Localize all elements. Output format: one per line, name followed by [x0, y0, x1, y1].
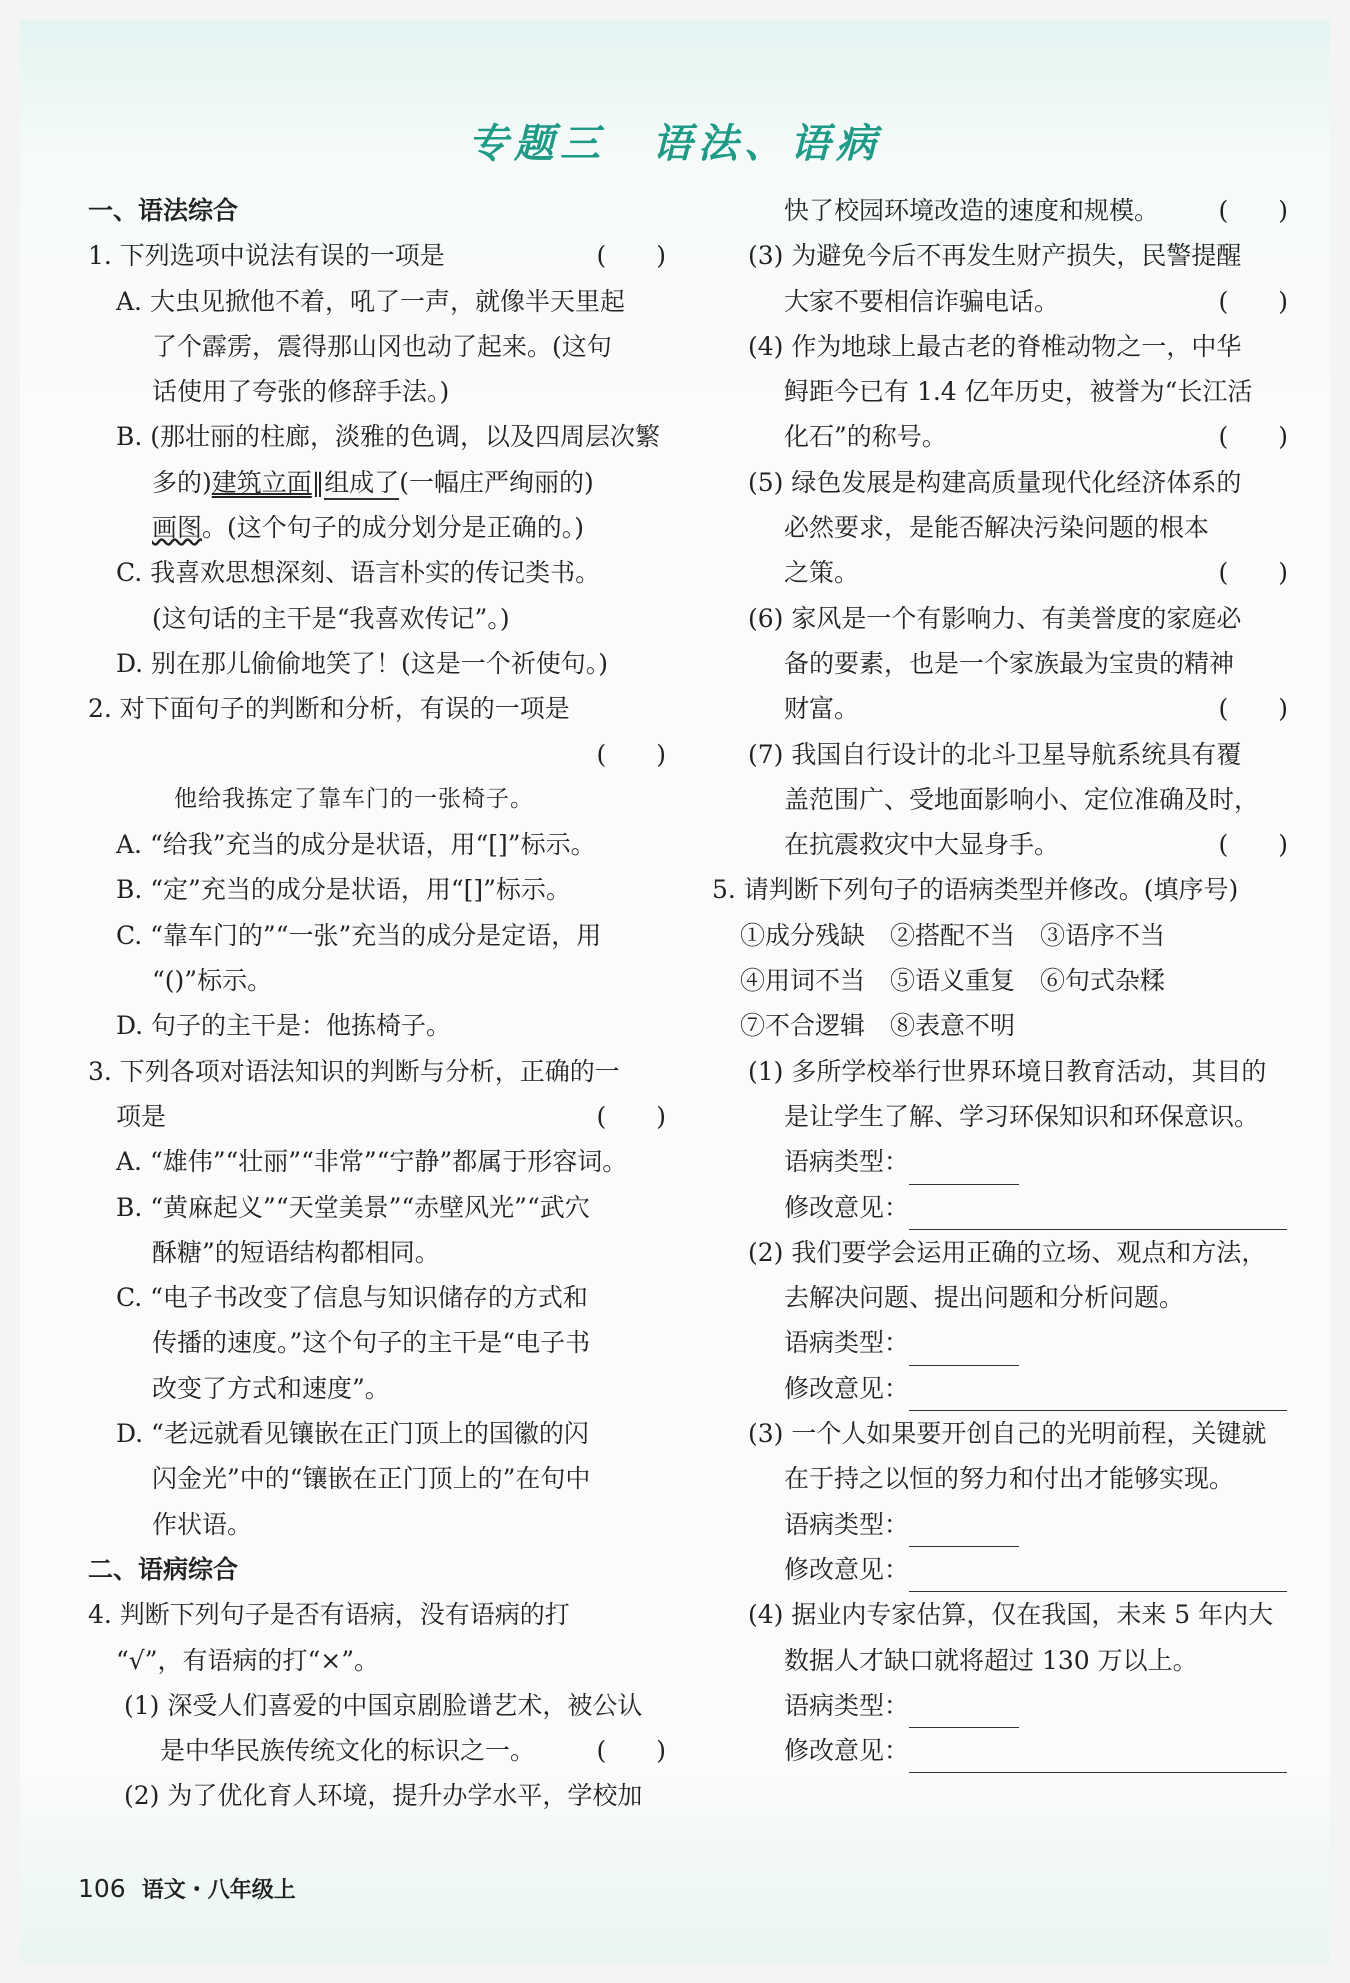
- q2-option-b: B. “定”充当的成分是状语，用“[]”标示。: [116, 875, 571, 905]
- question-4-stem: 4. 判断下列句子是否有语病，没有语病的打: [88, 1600, 570, 1630]
- q1-option-d: D. 别在那儿偷偷地笑了！(这是一个祈使句。): [116, 648, 609, 678]
- right-column: [712, 188, 1288, 1773]
- q5-sentence-2: (2) 我们要学会运用正确的立场、观点和方法，: [748, 1237, 1267, 1267]
- q3-option-d-cont: 闪金光”中的“镶嵌在正门顶上的”在句中: [152, 1464, 591, 1494]
- fix-row: 修改意见：: [712, 1547, 1288, 1592]
- error-type-list: ④用词不当 ⑤语义重复 ⑥句式杂糅: [740, 966, 1166, 996]
- question-2-paren-line: [88, 732, 666, 777]
- answer-paren[interactable]: ( ): [1218, 196, 1288, 225]
- answer-paren[interactable]: ( ): [596, 1101, 666, 1131]
- page-title: 专题三 语法、语病: [468, 121, 882, 167]
- q4-sentence-4-cont: 化石”的称号。 ( ): [712, 414, 1288, 459]
- question-5-stem: 5. 请判断下列句子的语病类型并修改。(填序号): [712, 875, 1239, 905]
- q4-sentence-1: (1) 深受人们喜爱的中国京剧脸谱艺术，被公认: [124, 1690, 643, 1720]
- fix-row: 修改意见：: [712, 1366, 1288, 1411]
- answer-paren[interactable]: ( ): [596, 739, 666, 769]
- q3-option-c: C. “电子书改变了信息与知识储存的方式和: [116, 1283, 588, 1313]
- section-heading-grammar: 一、语法综合: [88, 196, 239, 225]
- page-footer: [78, 1873, 296, 1904]
- q4-sentence-7: (7) 我国自行设计的北斗卫星导航系统具有覆: [748, 739, 1242, 769]
- q1-option-c: C. 我喜欢思想深刻、语言朴实的传记类书。: [116, 558, 601, 588]
- answer-paren[interactable]: ( ): [1218, 830, 1288, 860]
- q3-option-a: A. “雄伟”“壮丽”“非常”“宁静”都属于形容词。: [116, 1147, 628, 1177]
- q2-option-d: D. 句子的主干是：他拣椅子。: [116, 1011, 452, 1041]
- q4-sentence-4-cont: 鲟距今已有 1.4 亿年历史，被誉为“长江活: [784, 377, 1253, 407]
- q4-sentence-3-cont: 大家不要相信诈骗电话。 ( ): [712, 279, 1288, 324]
- q4-sentence-6: (6) 家风是一个有影响力、有美誉度的家庭必: [748, 603, 1242, 633]
- answer-paren[interactable]: ( ): [1218, 558, 1288, 588]
- answer-paren[interactable]: ( ): [596, 1736, 666, 1766]
- q1-option-b-cont: 画图。(这个句子的成分划分是正确的。): [152, 513, 585, 543]
- error-type-blank[interactable]: [909, 1150, 1019, 1185]
- q1-option-a-cont: 话使用了夸张的修辞手法。): [152, 377, 450, 407]
- q2-sentence: 他给我拣定了靠车门的一张椅子。: [174, 785, 534, 812]
- q3-option-b-cont: 酥糖”的短语结构都相同。: [152, 1237, 440, 1267]
- q1-option-b: B. (那壮丽的柱廊，淡雅的色调，以及四周层次繁: [116, 422, 661, 452]
- error-type-row: 语病类型：: [712, 1139, 1288, 1184]
- q4-sentence-2-cont: 快了校园环境改造的速度和规模。 ( ): [712, 188, 1288, 233]
- left-column: [88, 188, 666, 1819]
- error-type-blank[interactable]: [909, 1512, 1019, 1547]
- error-type-blank[interactable]: [909, 1331, 1019, 1366]
- error-type-list: ⑦不合逻辑 ⑧表意不明: [740, 1011, 1016, 1041]
- q1-option-a: A. 大虫见掀他不着，吼了一声，就像半天里起: [116, 286, 625, 316]
- error-type-list: ①成分残缺 ②搭配不当 ③语序不当: [740, 920, 1166, 950]
- object-underline: 画图: [152, 513, 203, 543]
- q5-sentence-4-cont: 数据人才缺口就将超过 130 万以上。: [784, 1645, 1198, 1675]
- q3-option-c-cont: 改变了方式和速度”。: [152, 1373, 390, 1403]
- error-type-row: 语病类型：: [712, 1320, 1288, 1365]
- q4-sentence-2: (2) 为了优化育人环境，提升办学水平，学校加: [124, 1781, 643, 1811]
- q3-option-d: D. “老远就看见镶嵌在正门顶上的国徽的闪: [116, 1419, 589, 1449]
- q1-option-c-cont: (这句话的主干是“我喜欢传记”。): [152, 603, 510, 633]
- q5-sentence-1-cont: 是让学生了解、学习环保知识和环保意识。: [784, 1101, 1260, 1131]
- page-number: 106: [78, 1874, 126, 1903]
- answer-paren[interactable]: ( ): [596, 241, 666, 271]
- subject-label: 语文・八年级上: [141, 1878, 296, 1903]
- answer-paren[interactable]: ( ): [1218, 422, 1288, 452]
- predicate-underline: 组成了: [324, 468, 399, 500]
- fix-blank[interactable]: [909, 1195, 1287, 1230]
- question-1-stem: 1. 下列选项中说法有误的一项是 ( ): [88, 233, 666, 278]
- q3-option-c-cont: 传播的速度。”这个句子的主干是“电子书: [152, 1328, 591, 1358]
- fix-blank[interactable]: [909, 1376, 1287, 1411]
- question-3-stem: 3. 下列各项对语法知识的判断与分析，正确的一: [88, 1056, 620, 1086]
- fix-row: 修改意见：: [712, 1185, 1288, 1230]
- q4-sentence-7-cont: 在抗震救灾中大显身手。 ( ): [712, 822, 1288, 867]
- section-heading-errors: 二、语病综合: [88, 1554, 239, 1584]
- q2-option-c-cont: “()”标示。: [152, 966, 273, 996]
- q1-option-a-cont: 了个霹雳，震得那山冈也动了起来。(这句: [152, 331, 612, 361]
- q5-sentence-2-cont: 去解决问题、提出问题和分析问题。: [784, 1283, 1185, 1313]
- q4-sentence-4: (4) 作为地球上最古老的脊椎动物之一，中华: [748, 331, 1242, 361]
- q4-sentence-3: (3) 为避免今后不再发生财产损失，民警提醒: [748, 241, 1242, 271]
- q3-option-b: B. “黄麻起义”“天堂美景”“赤壁风光”“武穴: [116, 1192, 590, 1222]
- q1-option-b-cont: 多的)建筑立面‖组成了(一幅庄严绚丽的): [88, 460, 666, 505]
- q4-sentence-5: (5) 绿色发展是构建高质量现代化经济体系的: [748, 467, 1242, 497]
- q2-option-a: A. “给我”充当的成分是状语，用“[]”标示。: [116, 830, 596, 860]
- fix-blank[interactable]: [909, 1738, 1287, 1773]
- fix-row: 修改意见：: [712, 1728, 1288, 1773]
- q4-sentence-1-cont: 是中华民族传统文化的标识之一。 ( ): [88, 1728, 666, 1773]
- answer-paren[interactable]: ( ): [1218, 694, 1288, 724]
- question-4-stem-cont: “√”，有语病的打“×”。: [116, 1645, 380, 1675]
- divider-mark: ‖: [311, 467, 325, 497]
- q5-sentence-1: (1) 多所学校举行世界环境日教育活动，其目的: [748, 1056, 1267, 1086]
- q4-sentence-6-cont: 财富。 ( ): [712, 686, 1288, 731]
- q5-sentence-4: (4) 据业内专家估算，仅在我国，未来 5 年内大: [748, 1600, 1274, 1630]
- q4-sentence-5-cont: 必然要求，是能否解决污染问题的根本: [784, 513, 1210, 543]
- error-type-row: 语病类型：: [712, 1683, 1288, 1728]
- q5-sentence-3: (3) 一个人如果要开创自己的光明前程，关键就: [748, 1419, 1267, 1449]
- error-type-blank[interactable]: [909, 1693, 1019, 1728]
- question-2-stem: 2. 对下面句子的判断和分析，有误的一项是: [88, 694, 570, 724]
- q4-sentence-5-cont: 之策。 ( ): [712, 550, 1288, 595]
- error-type-row: 语病类型：: [712, 1502, 1288, 1547]
- q4-sentence-6-cont: 备的要素，也是一个家族最为宝贵的精神: [784, 648, 1235, 678]
- q4-sentence-7-cont: 盖范围广、受地面影响小、定位准确及时，: [784, 784, 1260, 814]
- q3-option-d-cont: 作状语。: [152, 1509, 253, 1539]
- fix-blank[interactable]: [909, 1557, 1287, 1592]
- answer-paren[interactable]: ( ): [1218, 286, 1288, 316]
- q2-option-c: C. “靠车门的”“一张”充当的成分是定语，用: [116, 920, 602, 950]
- q5-sentence-3-cont: 在于持之以恒的努力和付出才能够实现。: [784, 1464, 1235, 1494]
- question-3-stem-cont: 项是 ( ): [88, 1094, 666, 1139]
- subject-underline: 建筑立面: [211, 467, 312, 497]
